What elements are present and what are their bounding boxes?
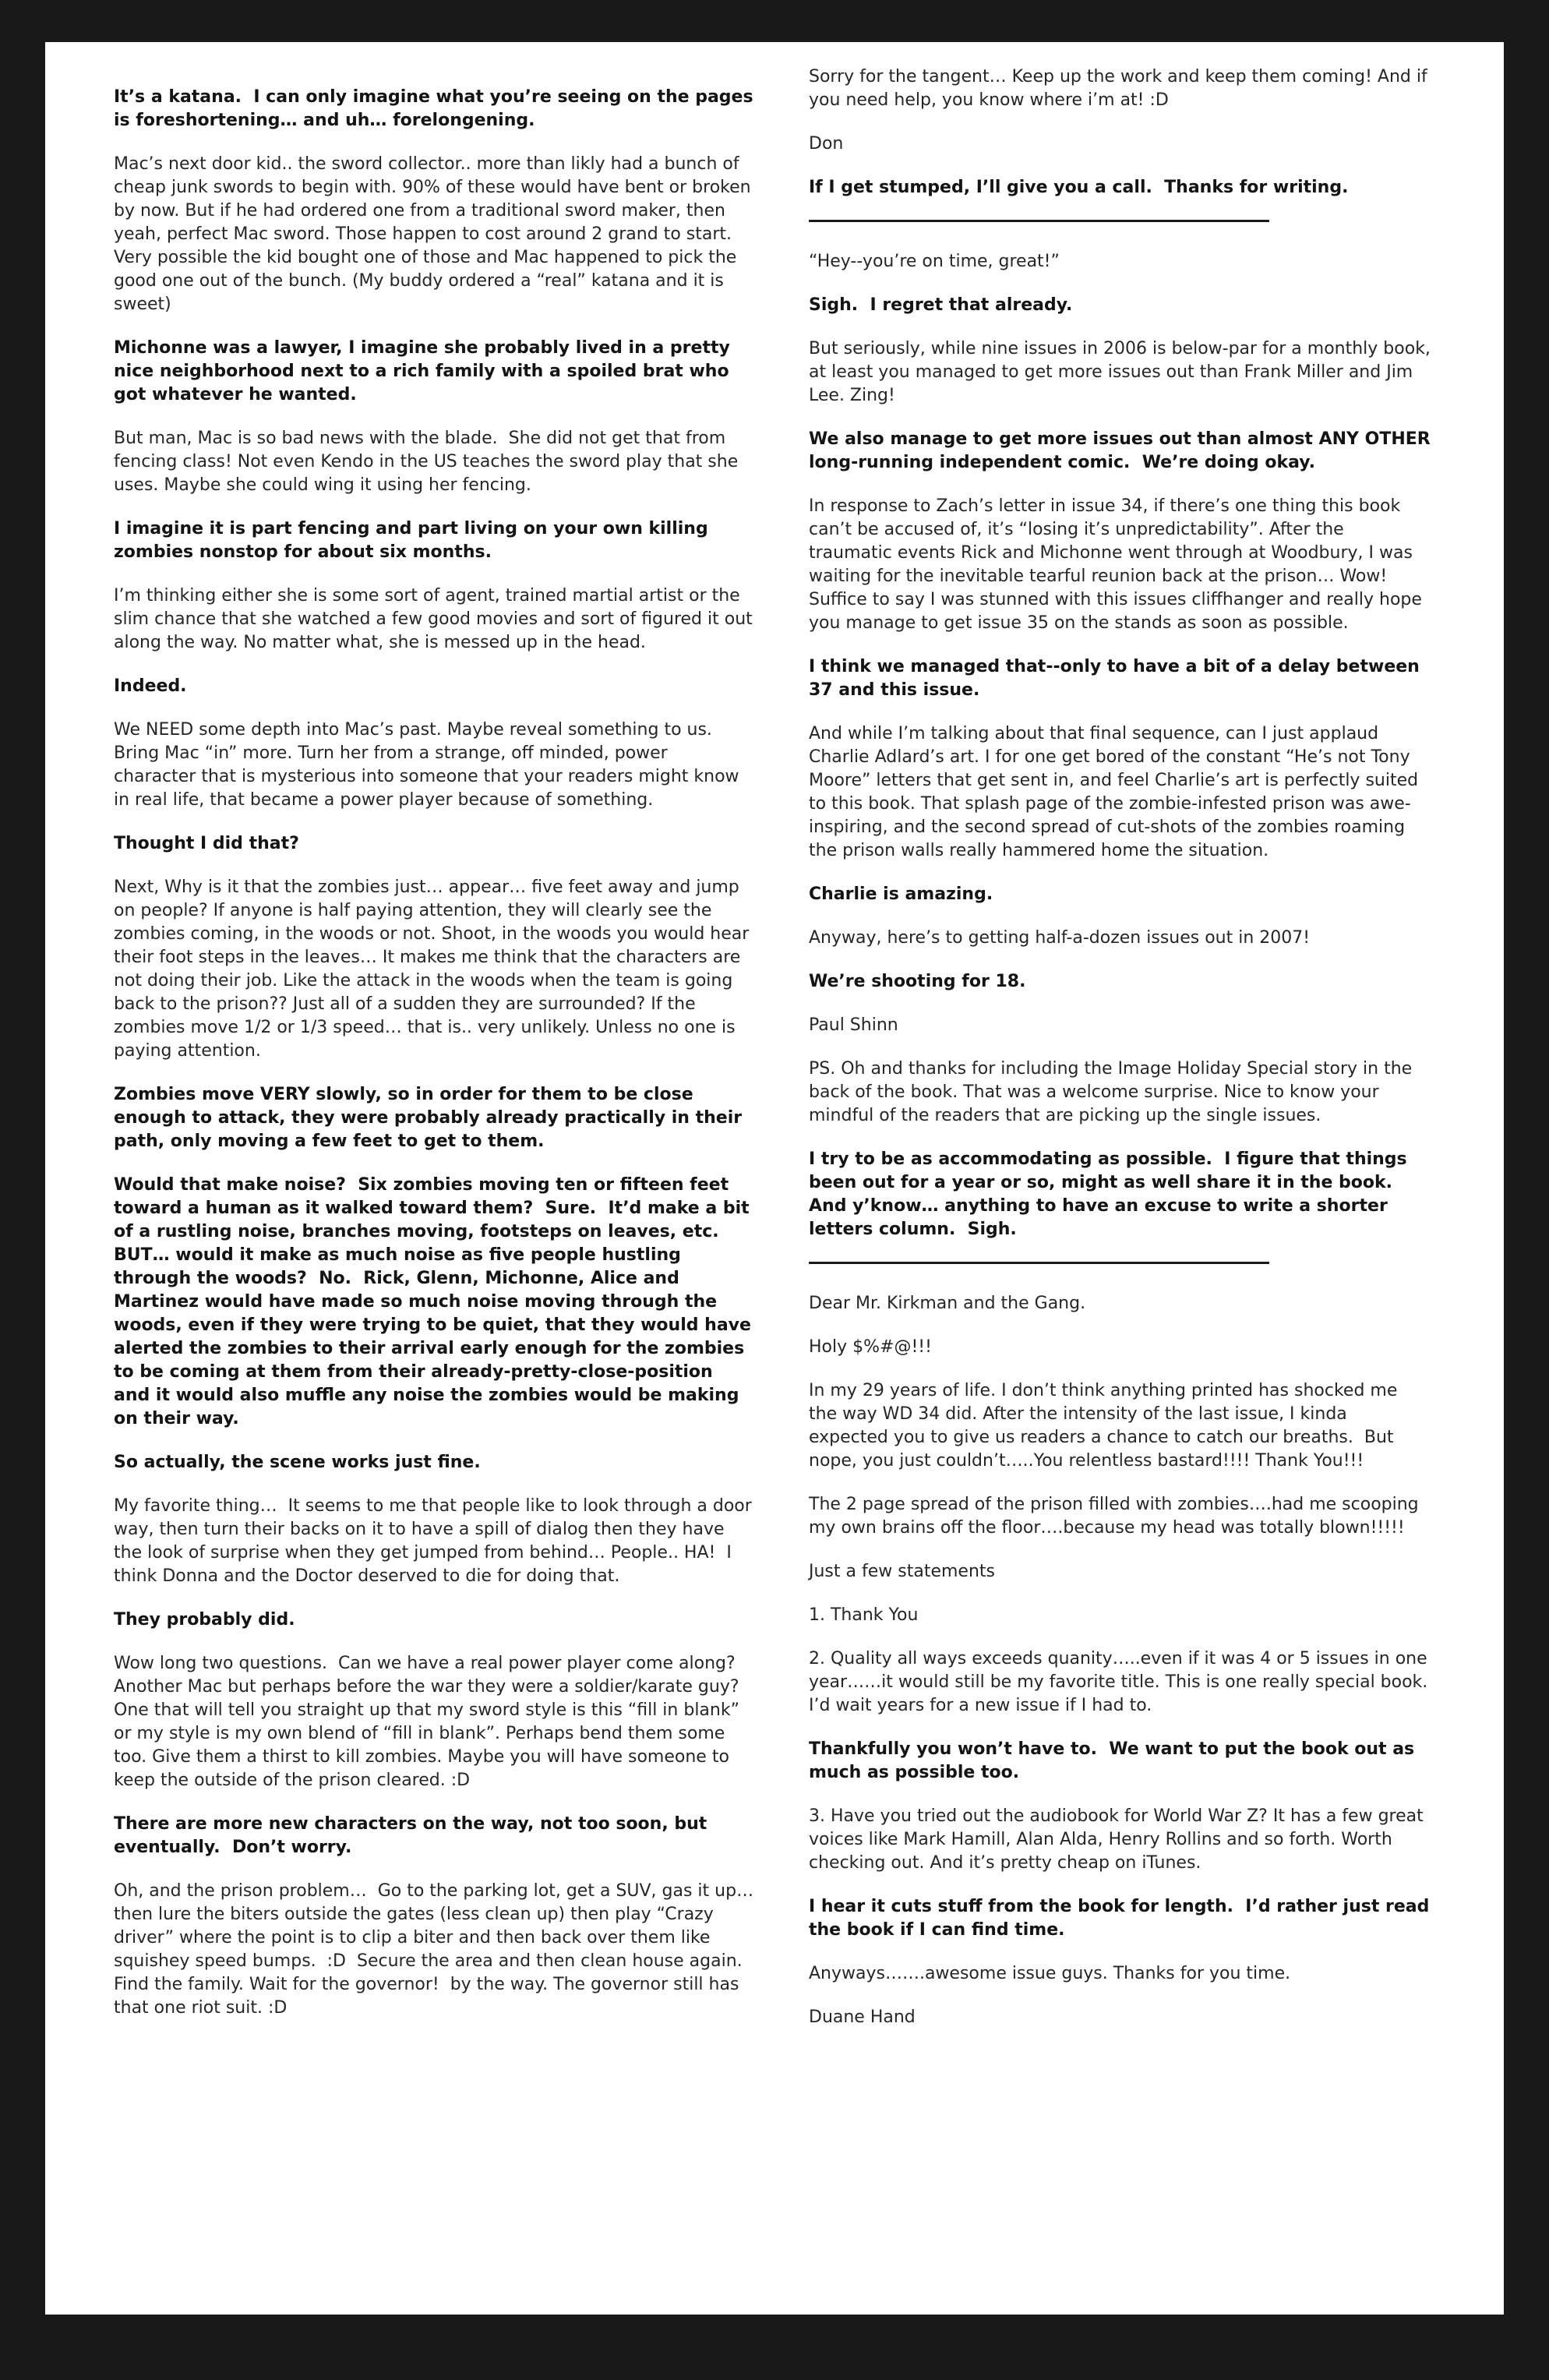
editor-response-paragraph: We also manage to get more issues out than almost ANY OTHER long-running independent comic. We’re doing okay. <box>809 429 1437 472</box>
editor-response-paragraph: Indeed. <box>114 676 187 696</box>
editor-response-paragraph: It’s a katana. I can only imagine what you’re seeing on the pages is foreshortening… and uh… forelongening. <box>114 87 760 130</box>
letter-paragraph: 3. Have you tried out the audiobook for World War Z? It has a few great voices like Mark Hamill, Alan Alda, Henry Rollins and so forth. Worth checking out. And it’s pretty cheap on iTunes. <box>809 1806 1429 1873</box>
editor-response-paragraph: So actually, the scene works just fine. <box>114 1453 481 1472</box>
editor-response-paragraph: Thought I did that? <box>114 834 299 853</box>
letter-paragraph: I’m thinking either she is some sort of agent, trained martial artist or the slim chance that she watched a few good movies and sort of figured it out along the way. No matter what, she is messed up in the head. <box>114 586 758 652</box>
letter-paragraph: We NEED some depth into Mac’s past. Maybe reveal something to us. Bring Mac “in” more. Turn her from a strange, off minded, power character that is mysterious into someone that your readers might know in real life, that became a power player because of something. <box>114 720 745 810</box>
section-divider <box>809 220 1269 222</box>
letter-paragraph: In response to Zach’s letter in issue 34, if there’s one thing this book can’t be accused of, it’s “losing it’s unpredictability”. After the traumatic events Rick and Michonne went through at Woodbury, I was waiting for the inevitable tearful reunion back at the prison… Wow! Suffice to say I was stunned with this issues cliffhanger and really hope you manage to get issue 35 on the stands as soon as possible. <box>809 496 1427 633</box>
letter-paragraph: PS. Oh and thanks for including the Image Holiday Special story in the back of the book. That was a welcome surprise. Nice to know your mindful of the readers that are picking up the single issues. <box>809 1059 1418 1125</box>
letter-paragraph: Dear Mr. Kirkman and the Gang. <box>809 1294 1086 1313</box>
letter-paragraph: Just a few statements <box>809 1562 995 1581</box>
editor-response-paragraph: We’re shooting for 18. <box>809 972 1026 991</box>
letter-paragraph: Sorry for the tangent… Keep up the work and keep them coming! And if you need help, you know where i’m at! :D <box>809 67 1433 110</box>
editor-response-paragraph: I hear it cuts stuff from the book for length. I’d rather just read the book if I can find time. <box>809 1897 1436 1940</box>
left-column <box>114 65 760 2050</box>
letter-paragraph: Don <box>809 134 844 154</box>
letter-paragraph: Oh, and the prison problem… Go to the parking lot, get a SUV, gas it up… then lure the biters outside the gates (less clean up) then play “Crazy driver” where the point is to clip a biter and then back over them like squishey speed bumps. :D Secure the area and then clean house again. Find the family. Wait for the governor! by the way. The governor still has that one riot suit. :D <box>114 1881 760 2018</box>
right-column <box>809 65 1437 2050</box>
letters-page <box>45 42 1504 2315</box>
letter-paragraph: Anyway, here’s to getting half-a-dozen issues out in 2007! <box>809 928 1311 948</box>
section-divider <box>809 1262 1269 1264</box>
letter-paragraph: But man, Mac is so bad news with the blade. She did not get that from fencing class! Not even Kendo in the US teaches the sword play that she uses. Maybe she could wing it using her fencing. <box>114 429 744 495</box>
letter-paragraph: My favorite thing… It seems to me that people like to look through a door way, then turn their backs on it to have a spill of dialog then they have the look of surprise when they get jumped from behind… People.. HA! I think Donna and the Doctor deserved to die for doing that. <box>114 1496 757 1586</box>
editor-response-paragraph: If I get stumped, I’ll give you a call. Thanks for writing. <box>809 178 1349 197</box>
letter-paragraph: 2. Quality all ways exceeds quanity…..even if it was 4 or 5 issues in one year……it would still be my favorite title. This is one really special book. I’d wait years for a new issue if I had to. <box>809 1649 1434 1715</box>
editor-response-paragraph: Thankfully you won’t have to. We want to put the book out as much as possible too. <box>809 1739 1420 1782</box>
letter-paragraph: 1. Thank You <box>809 1605 919 1625</box>
letters-columns <box>45 42 1504 2050</box>
letter-paragraph: Anyways…….awesome issue guys. Thanks for you time. <box>809 1964 1291 1983</box>
letter-paragraph: Holy $%#@!!! <box>809 1337 932 1357</box>
letter-paragraph: Paul Shinn <box>809 1015 898 1035</box>
letter-paragraph: “Hey--you’re on time, great!” <box>809 252 1060 271</box>
letter-paragraph: Mac’s next door kid.. the sword collector.. more than likly had a bunch of cheap junk swords to begin with. 90% of these would have bent or broken by now. But if he had ordered one from a traditional sword maker, then yeah, perfect Mac sword. Those happen to cost around 2 grand to start. Very possible the kid bought one of those and Mac happened to pick the good one out of the bunch. (My buddy ordered a “real” katana and it is sweet) <box>114 154 757 314</box>
letter-paragraph: But seriously, while nine issues in 2006 is below-par for a monthly book, at least you managed to get more issues out than Frank Miller and Jim Lee. Zing! <box>809 339 1436 405</box>
letter-paragraph: Duane Hand <box>809 2007 916 2027</box>
letter-paragraph: The 2 page spread of the prison filled with zombies….had me scooping my own brains off the floor….because my head was totally blown!!!!! <box>809 1495 1424 1538</box>
letter-paragraph: Wow long two questions. Can we have a real power player come along? Another Mac but perhaps before the war they were a soldier/karate guy? One that will tell you straight up that my sword style is this “fill in blank” or my style is my own blend of “fill in blank”. Perhaps bend them some too. Give them a thirst to kill zombies. Maybe you will have someone to keep the outside of the prison cleared. :D <box>114 1654 745 1790</box>
editor-response-paragraph: I think we managed that--only to have a bit of a delay between 37 and this issue. <box>809 657 1426 700</box>
editor-response-paragraph: They probably did. <box>114 1610 295 1630</box>
editor-response-paragraph: I try to be as accommodating as possible. I figure that things been out for a year or so, might as well share it in the book. And y’know… anything to have an excuse to write a shorter letters column. Sigh. <box>809 1149 1413 1239</box>
letter-paragraph: Next, Why is it that the zombies just… appear… five feet away and jump on people? If anyone is half paying attention, they will clearly see the zombies coming, in the woods or not. Shoot, in the woods you would hear their foot steps in the leaves… It makes me think that the characters are not doing their job. Like the attack in the woods when the team is going back to the prison?? Just all of a sudden they are surrounded? If the zombies move 1/2 or 1/3 speed… that is.. very unlikely. Unless no one is paying attention. <box>114 877 755 1061</box>
editor-response-paragraph: I imagine it is part fencing and part living on your own killing zombies nonstop for about six months. <box>114 519 715 562</box>
editor-response-paragraph: Sigh. I regret that already. <box>809 295 1073 315</box>
editor-response-paragraph: Zombies move VERY slowly, so in order for them to be close enough to attack, they were probably already practically in their path, only moving a few feet to get to them. <box>114 1085 748 1151</box>
editor-response-paragraph: Charlie is amazing. <box>809 885 993 904</box>
editor-response-paragraph: There are more new characters on the way, not too soon, but eventually. Don’t worry. <box>114 1814 713 1857</box>
letter-paragraph: And while I’m talking about that final sequence, can I just applaud Charlie Adlard’s art. I for one get bored of the constant “He’s not Tony Moore” letters that get sent in, and feel Charlie’s art is perfectly suited to this book. That splash page of the zombie-infested prison was awe-inspiring, and the second spread of cut-shots of the zombies roaming the prison walls really hammered home the situation. <box>809 724 1424 860</box>
editor-response-paragraph: Michonne was a lawyer, I imagine she probably lived in a pretty nice neighborhood next to a rich family with a spoiled brat who got whatever he wanted. <box>114 338 736 404</box>
editor-response-paragraph: Would that make noise? Six zombies moving ten or fifteen feet toward a human as it walked toward them? Sure. It’d make a bit of a rustling noise, branches moving, footsteps on leaves, etc. BUT… would it make as much noise as five people hustling through the woods? No. Rick, Glenn, Michonne, Alice and Martinez would have made so much noise moving through the woods, even if they were trying to be quiet, that they would have alerted the zombies to their arrival early enough for the zombies to be coming at them from their already-pretty-close-position and it would also muffle any noise the zombies would be making on their way. <box>114 1175 757 1428</box>
letter-paragraph: In my 29 years of life. I don’t think anything printed has shocked me the way WD 34 did. After the intensity of the last issue, I kinda expected you to give us readers a chance to catch our breaths. But nope, you just couldn’t…..You relentless bastard!!!! Thank You!!! <box>809 1381 1403 1471</box>
